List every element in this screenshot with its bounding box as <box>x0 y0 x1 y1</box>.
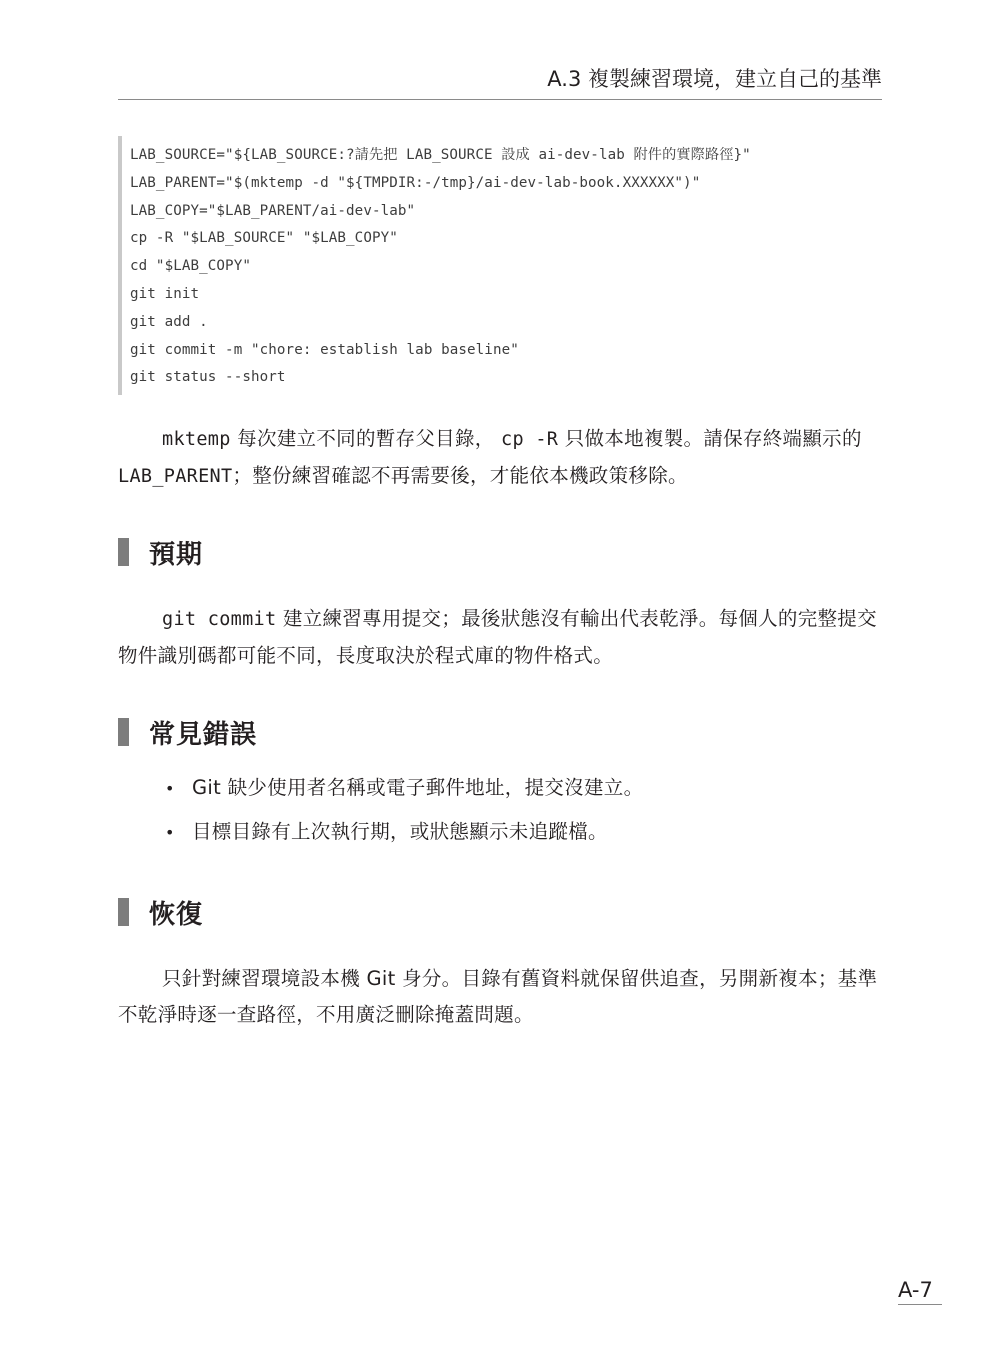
body-paragraph-mktemp <box>118 421 882 495</box>
list-item <box>165 772 882 816</box>
folio-rule <box>898 1304 942 1305</box>
list-item-text: 目標目錄有上次執行期，或狀態顯示未追蹤檔。 <box>192 820 608 843</box>
paragraph-text: 建立練習專用提交；最後狀態沒有輸出代表乾淨。每個人的完整提交物件識別碼都可能不同，長度取決於程式庫的物件格式。 <box>118 607 877 667</box>
inline-code: git commit <box>162 609 277 630</box>
heading-text: 恢復 <box>149 899 204 930</box>
list-item-text: Git 缺少使用者名稱或電子郵件地址，提交沒建立。 <box>192 776 644 799</box>
code-line: cd "$LAB_COPY" <box>130 258 251 275</box>
section-heading-errors <box>118 715 257 749</box>
running-head: A.3 複製練習環境，建立自己的基準 <box>547 67 882 91</box>
paragraph-text: 每次建立不同的暫存父目錄， <box>237 427 495 450</box>
bullet-icon: • <box>165 779 175 798</box>
code-line: git commit -m "chore: establish lab baseline" <box>130 341 519 358</box>
code-line: git add . <box>130 313 208 330</box>
code-line: LAB_COPY="$LAB_PARENT/ai-dev-lab" <box>130 202 416 219</box>
code-block <box>118 136 882 395</box>
header-rule <box>118 99 882 100</box>
heading-text: 預期 <box>149 539 204 570</box>
bullet-icon: • <box>165 823 175 842</box>
code-line: git status --short <box>130 369 286 386</box>
heading-bar <box>118 898 129 926</box>
paragraph-text: 只做本地複製。請保存終端顯示的 <box>564 427 862 450</box>
inline-code: LAB_PARENT <box>118 466 233 487</box>
body-paragraph-recovery: 只針對練習環境設本機 Git 身分。目錄有舊資料就保留供追查，另開新複本；基準不乾淨時逐一查路徑，不用廣泛刪除掩蓋問題。 <box>118 967 878 1026</box>
inline-code: mktemp <box>162 429 231 450</box>
body-paragraph-expected <box>118 601 882 674</box>
paragraph-text: ；整份練習確認不再需要後，才能依本機政策移除。 <box>232 464 688 487</box>
inline-code: cp -R <box>501 429 559 450</box>
section-heading-recovery <box>118 895 203 929</box>
list-item <box>165 816 882 860</box>
heading-bar <box>118 718 129 746</box>
page-number: A-7 <box>898 1278 933 1302</box>
code-line: cp -R "$LAB_SOURCE" "$LAB_COPY" <box>130 230 398 247</box>
code-line: git init <box>130 285 200 302</box>
heading-text: 常見錯誤 <box>149 719 258 750</box>
error-list <box>165 772 882 860</box>
code-line: LAB_PARENT="$(mktemp -d "${TMPDIR:-/tmp}/ai-dev-lab-book.XXXXXX")" <box>130 174 701 191</box>
code-line: LAB_SOURCE="${LAB_SOURCE:?請先把 LAB_SOURCE 設成 ai-dev-lab 附件的實際路徑}" <box>130 147 751 163</box>
section-heading-expected <box>118 535 203 569</box>
heading-bar <box>118 538 129 566</box>
